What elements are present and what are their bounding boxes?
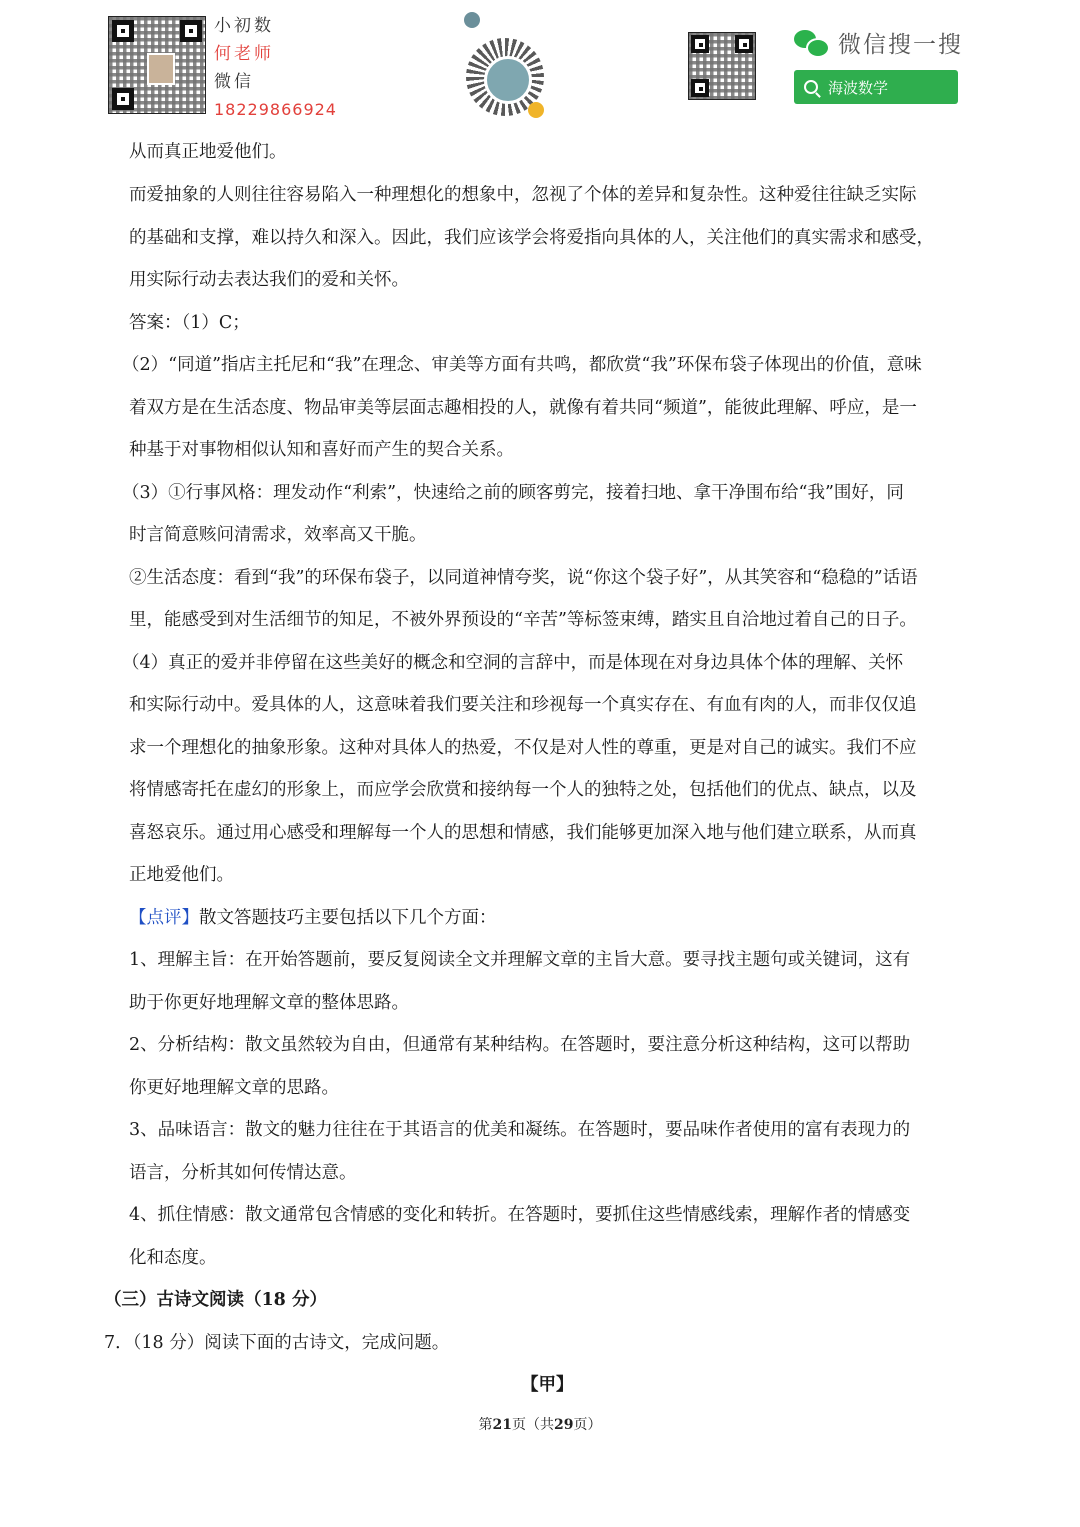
text-line: 正地爱他们。 [129,865,234,885]
text-line: 的基础和支撑，难以持久和深入。因此，我们应该学会将爱指向具体的人，关注他们的真实需求和感受， [129,228,934,248]
page-number: 21 [492,1417,512,1433]
text-line: 从而真正地爱他们。 [129,142,287,162]
wechat-search-box[interactable] [794,70,958,104]
tip-line: 助于你更好地理解文章的整体思路。 [129,993,409,1013]
text-line: 种基于对事物相似认知和喜好而产生的契合关系。 [129,440,514,460]
text-line: 求一个理想化的抽象形象。这种对具体人的热爱，不仅是对人性的尊重，更是对自己的诚实。我们不应 [129,738,917,758]
comment-text: 散文答题技巧主要包括以下几个方面： [199,908,497,928]
mini-program-logo-icon [464,12,480,28]
tip-line: 3、品味语言：散文的魅力往往在于其语言的优美和凝练。在答题时，要品味作者使用的富有表现力的 [129,1120,911,1140]
question-text: 7．（18 分）阅读下面的古诗文，完成问题。 [104,1333,450,1353]
text-line: （3）①行事风格：理发动作“利索”，快速给之前的顾客剪完，接着扫地、拿干净围布给“我”围好，同 [122,483,904,503]
contact-phone: 18229866924 [214,100,337,119]
tip-line: 化和态度。 [129,1248,217,1268]
text-line: 和实际行动中。爱具体的人，这意味着我们要关注和珍视每一个真实存在、有血有肉的人，而非仅仅追 [129,695,917,715]
contact-name: 小初数 [214,16,274,36]
wechat-search-title [794,26,963,59]
contact-teacher: 何老师 [214,44,274,64]
qr-code-wechat[interactable] [688,32,756,100]
search-icon [804,80,818,94]
tip-line: 语言，分析其如何传情达意。 [129,1163,357,1183]
tip-line: 1、理解主旨：在开始答题前，要反复阅读全文并理解文章的主旨大意。要寻找主题句或关键词，这有 [129,950,911,970]
page-header [0,0,1080,130]
contact-wechat-label: 微信 [214,72,254,92]
text-line: 答案：（1）C； [129,313,250,333]
contact-info [214,12,337,124]
tip-line: 你更好地理解文章的思路。 [129,1078,339,1098]
text-line: 将情感寄托在虚幻的形象上，而应学会欣赏和接纳每一个人的独特之处，包括他们的优点、缺点，以及 [129,780,917,800]
tip-line: 2、分析结构：散文虽然较为自由，但通常有某种结构。在答题时，要注意分析这种结构，这可以帮助 [129,1035,911,1055]
mini-program-code[interactable] [462,12,548,122]
badge-icon [528,102,544,118]
qr-code-contact[interactable] [108,16,206,114]
page-footer: 第21页（共29页） [478,1417,602,1433]
text-line: 时言简意赅问清需求，效率高又干脆。 [129,525,427,545]
wechat-search-title-text: 微信搜一搜 [838,32,963,58]
text-line: （4）真正的爱并非停留在这些美好的概念和空洞的言辞中，而是体现在对身边具体个体的理解、关怀 [122,653,904,673]
text-line: （2）“同道”指店主托尼和“我”在理念、审美等方面有共鸣，都欣赏“我”环保布袋子体现出的价值，意味 [122,355,922,375]
comment-tag: 【点评】 [129,908,199,928]
text-line: ②生活态度：看到“我”的环保布袋子，以同道神情夸奖，说“你这个袋子好”，从其笑容和“稳稳的”话语 [129,568,918,588]
comment-line [129,904,497,929]
wechat-icon [794,28,828,58]
avatar [147,53,175,85]
page-total: 29 [554,1417,574,1433]
wechat-search-query: 海波数学 [828,78,889,97]
sub-title: 【甲】 [521,1375,574,1395]
text-line: 着双方是在生活态度、物品审美等层面志趣相投的人，就像有着共同“频道”，能彼此理解、呼应，是一 [129,398,917,418]
tip-line: 4、抓住情感：散文通常包含情感的变化和转折。在答题时，要抓住这些情感线索，理解作者的情感变 [129,1205,911,1225]
section-title: （三）古诗文阅读（18 分） [104,1290,327,1310]
text-line: 用实际行动去表达我们的爱和关怀。 [129,270,409,290]
text-line: 里，能感受到对生活细节的知足，不被外界预设的“辛苦”等标签束缚，踏实且自洽地过着自己的日子。 [129,610,917,630]
text-line: 喜怒哀乐。通过用心感受和理解每一个人的思想和情感，我们能够更加深入地与他们建立联系，从而真 [129,823,917,843]
text-line: 而爱抽象的人则往往容易陷入一种理想化的想象中，忽视了个体的差异和复杂性。这种爱往往缺乏实际 [129,185,917,205]
